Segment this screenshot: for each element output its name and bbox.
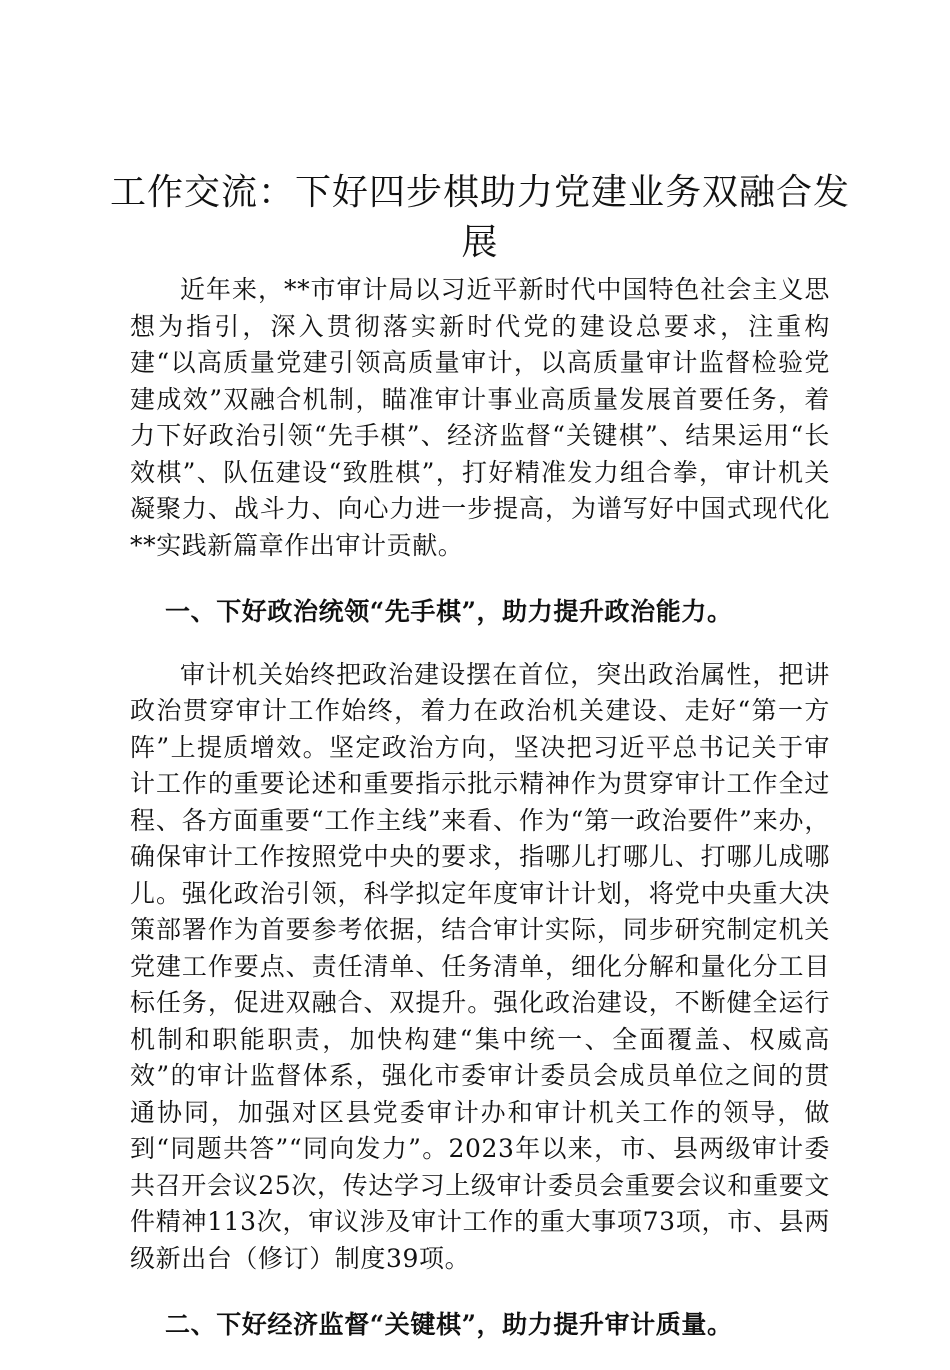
section-1-paragraph: 审计机关始终把政治建设摆在首位，突出政治属性，把讲政治贯穿审计工作始终，着力在政治机关建设、走好“第一方阵”上提质增效。坚定政治方向，坚决把习近平总书记关于审计工作的重要论述和重要指示批示精神作为贯穿审计工作全过程、各方面重要“工作主线”来看、作为“第一政治要件”来办，确保审计工作按照党中央的要求，指哪儿打哪儿、打哪儿成哪儿。强化政治引领，科学拟定年度审计计划，将党中央重大决策部署作为首要参考依据，结合审计实际，同步研究制定机关党建工作要点、责任清单、任务清单，细化分解和量化分工目标任务，促进双融合、双提升。强化政治建设，不断健全运行机制和职能职责，加快构建“集中统一、全面覆盖、权威高效”的审计监督体系，强化市委审计委员会成员单位之间的贯通协同，加强对区县党委审计办和审计机关工作的领导，做到“同题共答”“同向发力”。2023年以来，市、县两级审计委共召开会议25次，传达学习上级审计委员会重要会议和重要文件精神113次，审议涉及审计工作的重大事项73项，市、县两级新出台（修订）制度39项。 [130,659,830,1273]
section-2-heading: 二、下好经济监督“关键棋”，助力提升审计质量。 [165,1310,733,1339]
document-body [130,272,830,1370]
section-1-heading: 一、下好政治统领“先手棋”，助力提升政治能力。 [165,597,733,626]
document-title: 工作交流：下好四步棋助力党建业务双融合发展 [110,172,851,263]
intro-paragraph: 近年来，**市审计局以习近平新时代中国特色社会主义思想为指引，深入贯彻落实新时代党的建设总要求，注重构建“以高质量党建引领高质量审计，以高质量审计监督检验党建成效”双融合机制，瞄准审计事业高质量发展首要任务，着力下好政治引领“先手棋”、经济监督“关键棋”、结果运用“长效棋”、队伍建设“致胜棋”，打好精准发力组合拳，审计机关凝聚力、战斗力、向心力进一步提高，为谱写好中国式现代化**实践新篇章作出审计贡献。 [130,275,830,560]
